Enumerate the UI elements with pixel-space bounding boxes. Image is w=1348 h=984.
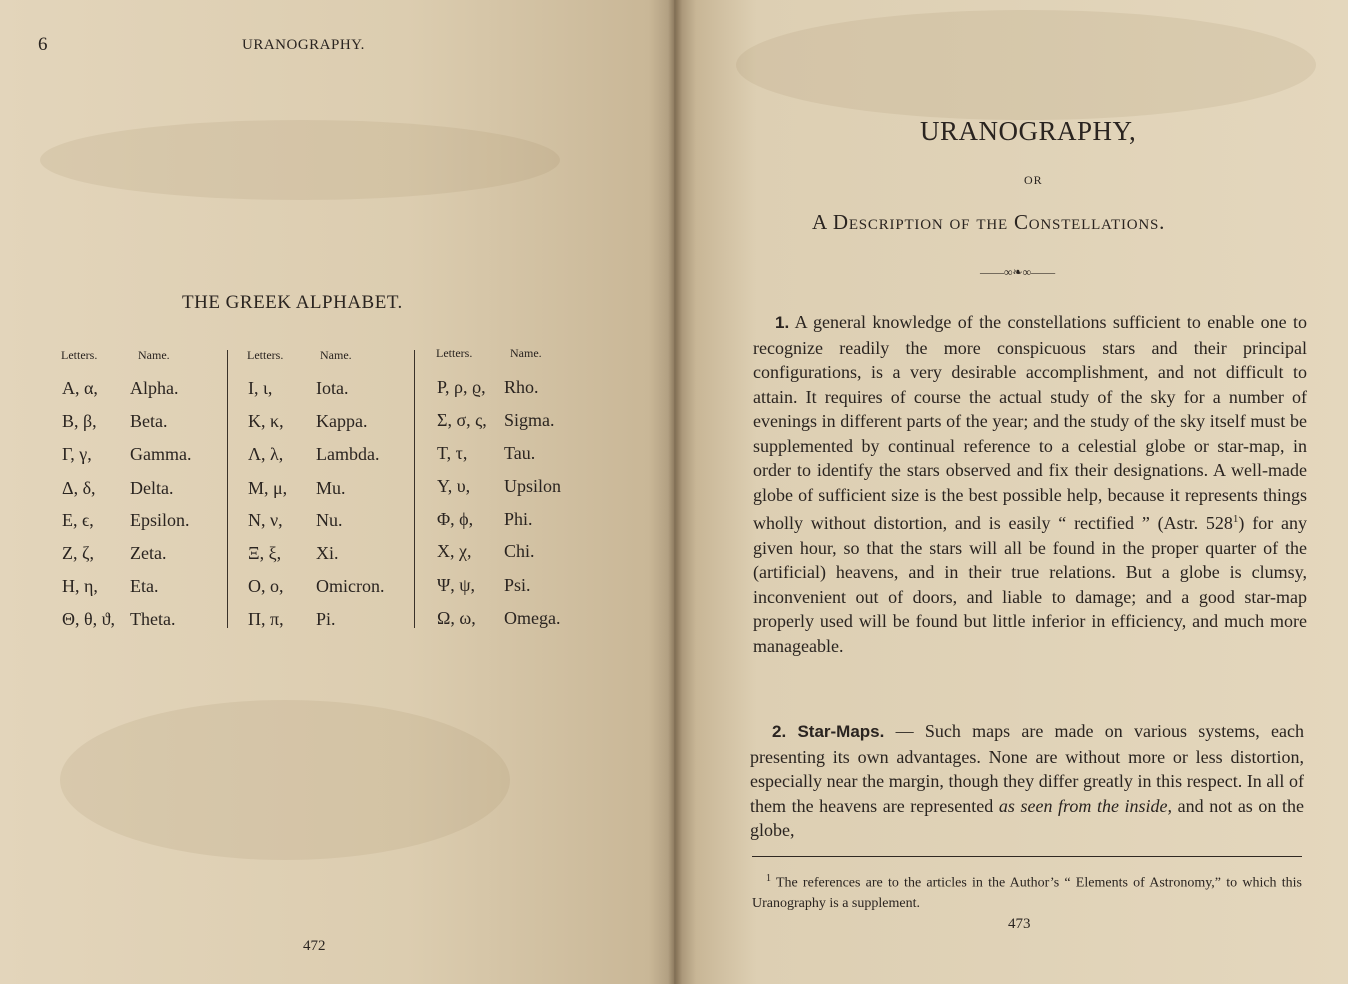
paragraph-number: 1. [775, 313, 790, 332]
title-or: OR [1024, 173, 1043, 187]
greek-letters: Ψ, ψ, [437, 575, 476, 595]
greek-name: Theta. [130, 609, 176, 629]
footnote-ref: 1 [1232, 513, 1239, 525]
greek-name: Sigma. [504, 410, 555, 430]
greek-name: Alpha. [130, 378, 179, 398]
column-header-letters: Letters. [61, 348, 98, 362]
greek-name: Beta. [130, 411, 168, 431]
column-header-name: Name. [320, 348, 352, 362]
greek-letters: Ε, ϵ, [62, 510, 94, 530]
page-title: URANOGRAPHY, [920, 116, 1137, 146]
greek-letters: Π, π, [248, 609, 284, 629]
page-subtitle: A Description of the Constellations. [812, 210, 1166, 234]
footnote-text: The references are to the articles in the Author’s “ Elements of Astronomy,” to which this Uranography is a supplement. [752, 875, 1302, 911]
greek-letters: Ι, ι, [248, 378, 273, 398]
paragraph-1 [753, 310, 1307, 658]
greek-letters: Τ, τ, [437, 443, 468, 463]
greek-letters: Λ, λ, [248, 444, 284, 464]
greek-name: Eta. [130, 576, 159, 596]
column-header-name: Name. [510, 346, 542, 360]
greek-name: Nu. [316, 510, 343, 530]
greek-name: Phi. [504, 509, 533, 529]
paragraph-text: A general knowledge of the constellations sufficient to enable one to recognize readily the more conspicuous stars and their principal configurations, is a very desirable accomplishment, and not difficult to attain. It requires of course the actual study of the sky for a number of evenings in different parts of the year; and the study of the sky itself must be supplemented by continual reference to a celestial globe or star-map, in order to identify the stars observed and fix their designations. A well-made globe of sufficient size is the best possible help, because it represents things wholly without distortion, and is easily “ rectified ” (Astr. 528 [753, 312, 1307, 533]
column-header-letters: Letters. [436, 346, 473, 360]
greek-name: Tau. [504, 443, 536, 463]
paragraph-text-continued: and not as on the globe, [750, 795, 1304, 840]
column-divider [414, 350, 415, 628]
book-spine [668, 0, 682, 984]
page-number-473: 473 [1008, 916, 1031, 932]
greek-name: Lambda. [316, 444, 380, 464]
greek-letters: Α, α, [62, 378, 98, 398]
greek-name: Upsilon [504, 476, 562, 496]
greek-name: Pi. [316, 609, 336, 629]
greek-name: Chi. [504, 541, 535, 561]
greek-alphabet-title: THE GREEK ALPHABET. [182, 292, 403, 313]
greek-name: Zeta. [130, 543, 167, 563]
greek-name: Mu. [316, 478, 346, 498]
page-number-top: 6 [38, 34, 48, 55]
greek-letters: Θ, θ, ϑ, [62, 609, 116, 629]
running-title: URANOGRAPHY. [242, 37, 365, 53]
greek-name: Kappa. [316, 411, 368, 431]
greek-letters: Β, β, [62, 411, 97, 431]
greek-name: Xi. [316, 543, 339, 563]
greek-letters: Ω, ω, [437, 608, 476, 628]
paragraph-heading: Star-Maps. [797, 722, 885, 741]
greek-name: Iota. [316, 378, 349, 398]
greek-name: Gamma. [130, 444, 192, 464]
greek-name: Rho. [504, 377, 539, 397]
greek-letters: Ζ, ζ, [62, 543, 94, 563]
greek-letters: Ξ, ξ, [248, 543, 282, 563]
greek-letters: Σ, σ, ς, [437, 410, 487, 430]
column-header-letters: Letters. [247, 348, 284, 362]
greek-letters: Υ, υ, [437, 476, 471, 496]
greek-letters: Ν, ν, [248, 510, 283, 530]
footnote-rule [752, 856, 1302, 857]
footnote [752, 869, 1302, 914]
greek-name: Omicron. [316, 576, 385, 596]
greek-name: Delta. [130, 478, 174, 498]
paragraph-2 [750, 719, 1304, 843]
greek-letters: Η, η, [62, 576, 98, 596]
greek-letters: Γ, γ, [62, 444, 92, 464]
greek-letters: Ο, ο, [248, 576, 284, 596]
greek-letters: Μ, μ, [248, 478, 288, 498]
greek-letters: Χ, χ, [437, 541, 472, 561]
greek-letters: Φ, ϕ, [437, 509, 474, 529]
greek-name: Epsilon. [130, 510, 190, 530]
greek-name: Omega. [504, 608, 561, 628]
footnote-marker: 1 [766, 873, 771, 884]
paragraph-number: 2. [772, 722, 787, 741]
page-number-472: 472 [303, 938, 326, 954]
ornament-divider: ——∞❧∞—— [980, 265, 1056, 279]
paragraph-text: — Such maps are made on various systems, each presenting its own advantages. None are without more or less distortion, especially near the margin, though they differ greatly in this respect. In all of them the heavens are represented [750, 721, 1304, 816]
column-header-name: Name. [138, 348, 170, 362]
italic-phrase: as seen from the inside, [998, 795, 1173, 816]
greek-letters: Ρ, ρ, ϱ, [437, 377, 486, 397]
paragraph-text-continued: ) for any given hour, so that the stars will all be found in the proper quarter of the (artificial) heavens, and in their true relations. But a globe is clumsy, inconvenient out of doors, and liable to damage; and a good star-map properly used will be found but little inferior in efficiency, and much more manageable. [753, 513, 1307, 656]
greek-letters: Κ, κ, [248, 411, 284, 431]
column-divider [227, 350, 228, 628]
greek-name: Psi. [504, 575, 531, 595]
greek-letters: Δ, δ, [62, 478, 96, 498]
